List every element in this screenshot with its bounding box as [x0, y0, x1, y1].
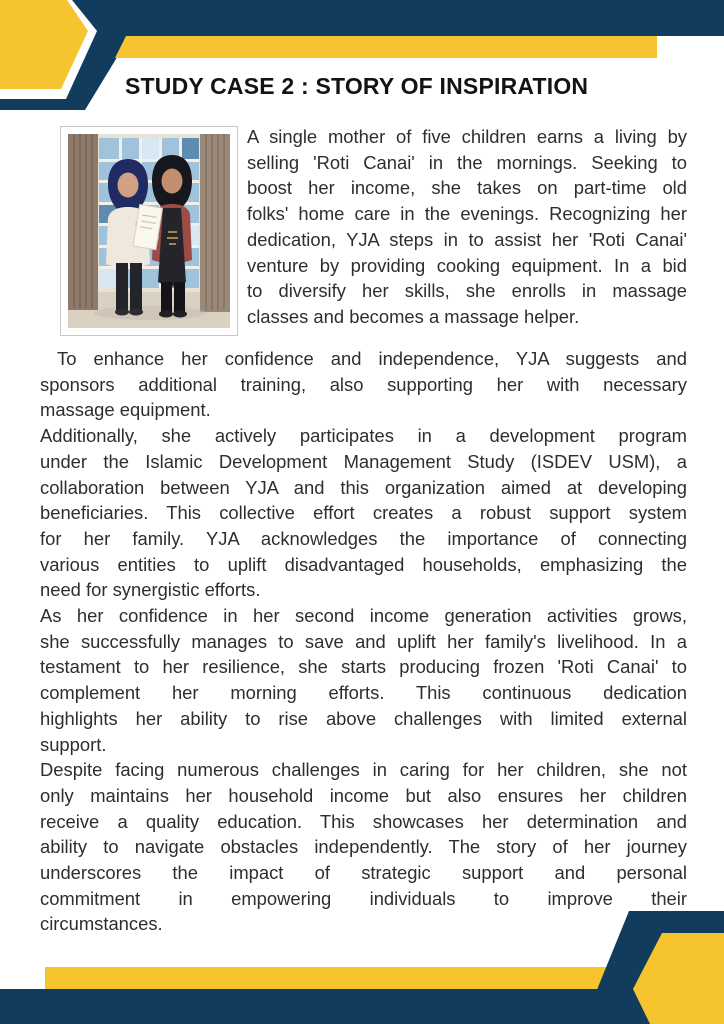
text-line: Despite facing numerous challenges in caring for her children, she not	[40, 759, 687, 781]
text-line: Additionally, she actively participates in a development program	[40, 425, 687, 447]
photo-illustration	[68, 134, 230, 328]
paragraph-3	[40, 603, 687, 757]
text-line: ability to navigate obstacles independently. The story of her journey	[40, 836, 687, 858]
text-line: venture by providing cooking equipment. In a bid	[247, 254, 687, 276]
text-line: collaboration between YJA and this organization aimed at developing	[40, 476, 687, 498]
text-line: complement her morning efforts. This continuous dedication	[40, 682, 687, 704]
text-line: commitment in empowering individuals to improve their	[40, 887, 687, 909]
text-line: circumstances.	[40, 913, 163, 935]
text-line: dedication, YJA steps in to assist her 'Roti Canai'	[247, 228, 687, 250]
text-line: As her confidence in her second income generation activities grows,	[40, 605, 687, 627]
text-line: A single mother of five children earns a living by	[247, 126, 687, 147]
body-text	[40, 346, 687, 937]
text-line: classes and becomes a massage helper.	[247, 305, 580, 327]
text-line: testament to her resilience, she starts producing frozen 'Roti Canai' to	[40, 656, 687, 678]
photo-shadow	[94, 306, 206, 320]
text-line: selling 'Roti Canai' in the mornings. Seeking to	[247, 151, 687, 173]
photo-frame	[60, 126, 238, 336]
text-line: beneficiaries. This collective effort creates a robust support system	[40, 502, 687, 524]
text-line: folks' home care in the evenings. Recognizing her	[247, 203, 687, 225]
text-line: receive a quality education. This showcases her determination and	[40, 810, 687, 832]
curtain-right	[200, 134, 230, 312]
bottom-decoration	[0, 905, 724, 1024]
text-line: various entities to uplift disadvantaged households, emphasizing the	[40, 553, 687, 575]
curtain-left	[68, 134, 98, 310]
text-line: under the Islamic Development Management Study (ISDEV USM), a	[40, 450, 687, 472]
top-yellow-bar	[115, 36, 657, 58]
page-title: STUDY CASE 2 : STORY OF INSPIRATION	[125, 73, 589, 99]
top-decoration	[0, 0, 724, 120]
text-line: massage equipment.	[40, 399, 211, 421]
text-line: only maintains her household income but also ensures her children	[40, 784, 687, 806]
text-line: to diversify her skills, she enrolls in massage	[247, 280, 687, 302]
text-line: for her family. YJA acknowledges the importance of connecting	[40, 527, 687, 549]
paragraph-1	[40, 346, 687, 423]
text-line: sponsors additional training, also supporting her with necessary	[40, 373, 687, 395]
paragraph-2	[40, 423, 687, 603]
text-line: underscores the impact of strategic support and personal	[40, 862, 687, 884]
text-line: need for synergistic efforts.	[40, 579, 261, 601]
text-line: support.	[40, 733, 107, 755]
intro-paragraph	[247, 124, 687, 330]
text-line: To enhance her confidence and independence, YJA suggests and	[40, 348, 687, 369]
bottom-yellow-bar	[45, 967, 608, 989]
text-line: she successfully manages to save and uplift her family's livelihood. In a	[40, 630, 687, 652]
text-line: highlights her ability to rise above challenges with limited external	[40, 707, 687, 729]
text-line: boost her income, she takes on part-time old	[247, 177, 687, 199]
